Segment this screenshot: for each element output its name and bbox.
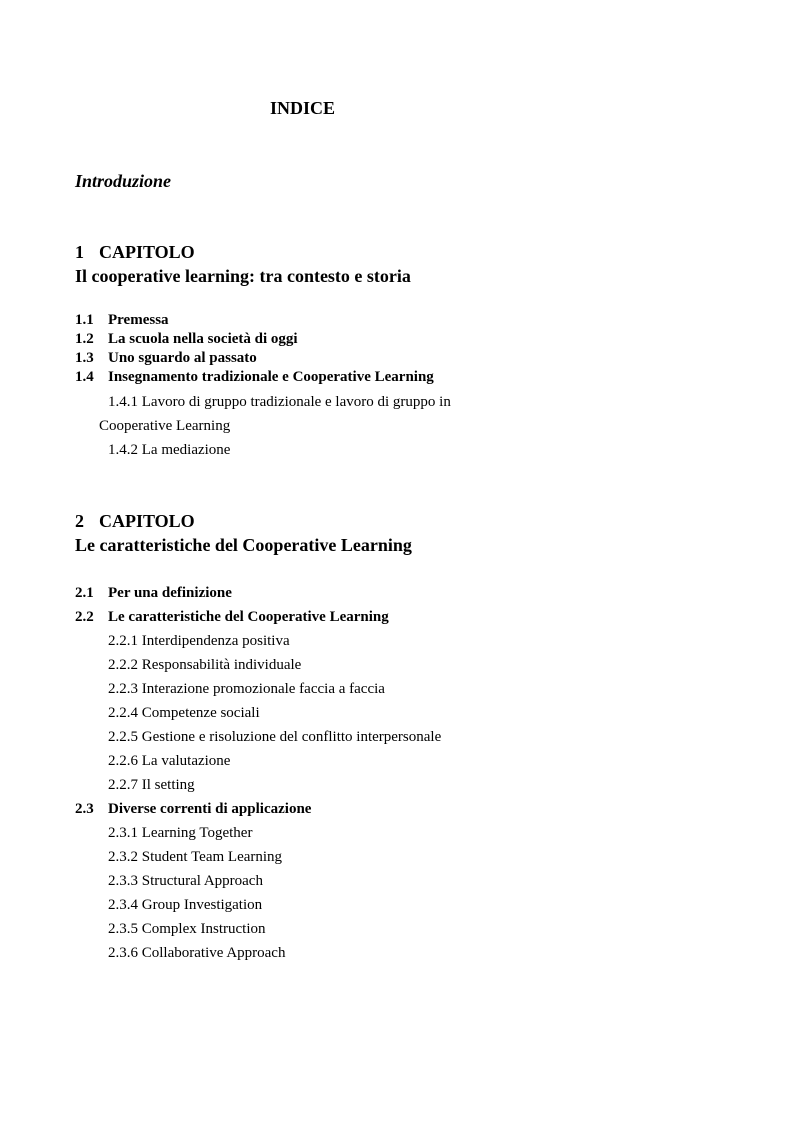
chapter-label: CAPITOLO: [99, 242, 195, 262]
toc-section[interactable]: [75, 609, 389, 626]
section-title: Premessa: [108, 312, 169, 328]
toc-subsection[interactable]: 2.2.1 Interdipendenza positiva: [108, 633, 290, 649]
chapter-1-heading[interactable]: [75, 242, 195, 263]
toc-subsection[interactable]: 2.2.5 Gestione e risoluzione del conflitto interpersonale: [108, 729, 442, 745]
section-title: Per una definizione: [108, 585, 232, 601]
toc-subsection[interactable]: 1.4.2 La mediazione: [108, 442, 231, 458]
toc-subsection[interactable]: 2.2.7 Il setting: [108, 777, 195, 793]
toc-section[interactable]: [75, 312, 169, 329]
toc-subsection[interactable]: 2.2.3 Interazione promozionale faccia a faccia: [108, 681, 385, 697]
toc-subsection[interactable]: 2.2.2 Responsabilità individuale: [108, 657, 302, 673]
section-number: 1.3: [75, 350, 94, 366]
toc-subsection[interactable]: 2.2.6 La valutazione: [108, 753, 231, 769]
toc-section[interactable]: [75, 350, 257, 367]
toc-subsection[interactable]: 2.3.5 Complex Instruction: [108, 921, 266, 937]
toc-introduction[interactable]: Introduzione: [75, 171, 172, 191]
toc-subsection[interactable]: 2.2.4 Competenze sociali: [108, 705, 260, 721]
toc-subsection[interactable]: 2.3.2 Student Team Learning: [108, 849, 283, 865]
toc-subsection-continuation[interactable]: Cooperative Learning: [99, 418, 231, 434]
section-title: Diverse correnti di applicazione: [108, 801, 312, 817]
toc-subsection[interactable]: 2.3.4 Group Investigation: [108, 897, 263, 913]
toc-section[interactable]: [75, 331, 298, 348]
toc-subsection[interactable]: 2.3.1 Learning Together: [108, 825, 253, 841]
toc-subsection[interactable]: 1.4.1 Lavoro di gruppo tradizionale e lavoro di gruppo in: [108, 394, 451, 410]
section-number: 2.2: [75, 609, 94, 625]
section-title: Uno sguardo al passato: [108, 350, 257, 366]
toc-section[interactable]: [75, 369, 434, 386]
page-title: INDICE: [270, 98, 336, 118]
toc-section[interactable]: [75, 801, 311, 818]
chapter-1-title[interactable]: Il cooperative learning: tra contesto e storia: [75, 266, 411, 286]
chapter-2-heading[interactable]: [75, 511, 195, 532]
section-title: La scuola nella società di oggi: [108, 331, 298, 347]
section-title: Le caratteristiche del Cooperative Learning: [108, 609, 389, 625]
toc-section[interactable]: [75, 585, 232, 602]
section-number: 2.1: [75, 585, 94, 601]
chapter-label: CAPITOLO: [99, 511, 195, 531]
section-number: 2.3: [75, 801, 94, 817]
section-number: 1.1: [75, 312, 94, 328]
section-number: 1.4: [75, 369, 94, 385]
toc-subsection[interactable]: 2.3.6 Collaborative Approach: [108, 945, 286, 961]
toc-subsection[interactable]: 2.3.3 Structural Approach: [108, 873, 263, 889]
chapter-number: 2: [75, 511, 84, 531]
chapter-2-title[interactable]: Le caratteristiche del Cooperative Learning: [75, 535, 412, 555]
section-number: 1.2: [75, 331, 94, 347]
chapter-number: 1: [75, 242, 84, 262]
section-title: Insegnamento tradizionale e Cooperative Learning: [108, 369, 434, 385]
